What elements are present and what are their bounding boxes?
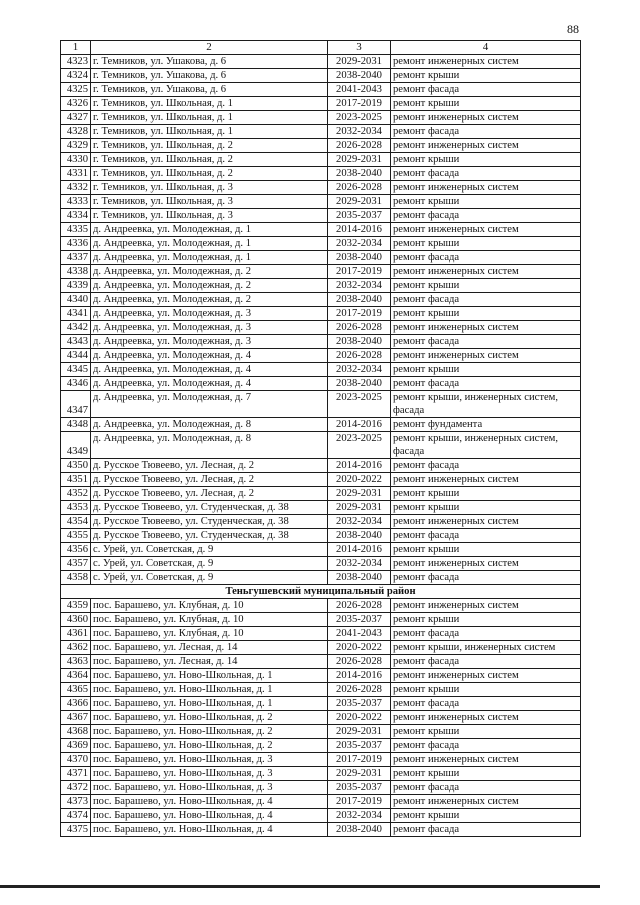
row-address: д. Русское Тювеево, ул. Студенческая, д. 38 xyxy=(91,515,328,529)
table-body xyxy=(61,55,581,837)
row-period: 2035-2037 xyxy=(328,209,391,223)
row-number: 4346 xyxy=(61,377,91,391)
row-work-type: ремонт инженерных систем xyxy=(391,557,581,571)
row-period: 2017-2019 xyxy=(328,753,391,767)
row-work-type: ремонт фасада xyxy=(391,125,581,139)
row-period: 2035-2037 xyxy=(328,739,391,753)
row-number: 4354 xyxy=(61,515,91,529)
repair-schedule-table xyxy=(60,40,581,837)
row-work-type: ремонт крыши xyxy=(391,767,581,781)
row-number: 4357 xyxy=(61,557,91,571)
row-number: 4343 xyxy=(61,335,91,349)
row-address: д. Андреевка, ул. Молодежная, д. 8 xyxy=(91,418,328,432)
table-row xyxy=(61,809,581,823)
row-work-type: ремонт фасада xyxy=(391,377,581,391)
row-address: пос. Барашево, ул. Ново-Школьная, д. 2 xyxy=(91,725,328,739)
row-period: 2029-2031 xyxy=(328,767,391,781)
row-number: 4360 xyxy=(61,613,91,627)
row-period: 2032-2034 xyxy=(328,125,391,139)
row-work-type: ремонт фасада xyxy=(391,823,581,837)
table-row xyxy=(61,753,581,767)
row-address: д. Андреевка, ул. Молодежная, д. 3 xyxy=(91,335,328,349)
row-period: 2020-2022 xyxy=(328,473,391,487)
row-period: 2032-2034 xyxy=(328,557,391,571)
row-work-type: ремонт крыши xyxy=(391,237,581,251)
row-work-type: ремонт инженерных систем xyxy=(391,181,581,195)
table-row xyxy=(61,181,581,195)
row-period: 2038-2040 xyxy=(328,69,391,83)
row-period: 2035-2037 xyxy=(328,781,391,795)
table-row xyxy=(61,767,581,781)
row-address: г. Темников, ул. Ушакова, д. 6 xyxy=(91,55,328,69)
row-work-type: ремонт фасада xyxy=(391,739,581,753)
row-number: 4328 xyxy=(61,125,91,139)
row-number: 4371 xyxy=(61,767,91,781)
row-work-type: ремонт фасада xyxy=(391,167,581,181)
table-row xyxy=(61,69,581,83)
row-number: 4345 xyxy=(61,363,91,377)
row-address: д. Андреевка, ул. Молодежная, д. 1 xyxy=(91,251,328,265)
row-address: д. Андреевка, ул. Молодежная, д. 7 xyxy=(91,391,328,418)
row-period: 2020-2022 xyxy=(328,711,391,725)
row-work-type: ремонт фасада xyxy=(391,655,581,669)
table-row xyxy=(61,237,581,251)
row-work-type: ремонт крыши xyxy=(391,683,581,697)
table-row xyxy=(61,139,581,153)
row-number: 4353 xyxy=(61,501,91,515)
row-work-type: ремонт инженерных систем xyxy=(391,349,581,363)
table-row xyxy=(61,391,581,418)
row-work-type: ремонт фасада xyxy=(391,529,581,543)
row-work-type: ремонт инженерных систем xyxy=(391,599,581,613)
row-work-type: ремонт крыши xyxy=(391,97,581,111)
row-address: г. Темников, ул. Ушакова, д. 6 xyxy=(91,69,328,83)
row-number: 4351 xyxy=(61,473,91,487)
row-number: 4369 xyxy=(61,739,91,753)
row-work-type: ремонт фундамента xyxy=(391,418,581,432)
row-period: 2029-2031 xyxy=(328,487,391,501)
row-address: пос. Барашево, ул. Ново-Школьная, д. 3 xyxy=(91,767,328,781)
row-period: 2029-2031 xyxy=(328,55,391,69)
table-row xyxy=(61,111,581,125)
row-address: д. Андреевка, ул. Молодежная, д. 3 xyxy=(91,307,328,321)
row-number: 4341 xyxy=(61,307,91,321)
row-work-type: ремонт фасада xyxy=(391,571,581,585)
row-period: 2014-2016 xyxy=(328,459,391,473)
table-row xyxy=(61,529,581,543)
table-row xyxy=(61,195,581,209)
row-work-type: ремонт инженерных систем xyxy=(391,223,581,237)
row-number: 4374 xyxy=(61,809,91,823)
row-address: г. Темников, ул. Школьная, д. 1 xyxy=(91,97,328,111)
row-period: 2023-2025 xyxy=(328,432,391,459)
row-period: 2041-2043 xyxy=(328,627,391,641)
row-number: 4340 xyxy=(61,293,91,307)
row-number: 4333 xyxy=(61,195,91,209)
table-row xyxy=(61,459,581,473)
row-work-type: ремонт крыши xyxy=(391,487,581,501)
row-number: 4326 xyxy=(61,97,91,111)
row-period: 2029-2031 xyxy=(328,725,391,739)
row-address: г. Темников, ул. Школьная, д. 2 xyxy=(91,153,328,167)
row-address: д. Андреевка, ул. Молодежная, д. 2 xyxy=(91,279,328,293)
row-period: 2017-2019 xyxy=(328,265,391,279)
row-work-type: ремонт крыши xyxy=(391,543,581,557)
row-address: г. Темников, ул. Школьная, д. 1 xyxy=(91,111,328,125)
row-number: 4338 xyxy=(61,265,91,279)
table-row xyxy=(61,349,581,363)
table-row xyxy=(61,543,581,557)
row-number: 4363 xyxy=(61,655,91,669)
row-number: 4373 xyxy=(61,795,91,809)
row-period: 2017-2019 xyxy=(328,795,391,809)
row-work-type: ремонт фасада xyxy=(391,293,581,307)
row-period: 2026-2028 xyxy=(328,139,391,153)
row-address: пос. Барашево, ул. Клубная, д. 10 xyxy=(91,627,328,641)
row-address: д. Андреевка, ул. Молодежная, д. 8 xyxy=(91,432,328,459)
row-number: 4359 xyxy=(61,599,91,613)
row-number: 4355 xyxy=(61,529,91,543)
row-period: 2029-2031 xyxy=(328,153,391,167)
row-address: д. Андреевка, ул. Молодежная, д. 4 xyxy=(91,349,328,363)
table-row xyxy=(61,599,581,613)
row-work-type: ремонт крыши xyxy=(391,501,581,515)
row-number: 4337 xyxy=(61,251,91,265)
row-address: пос. Барашево, ул. Ново-Школьная, д. 2 xyxy=(91,739,328,753)
row-number: 4375 xyxy=(61,823,91,837)
row-address: пос. Барашево, ул. Ново-Школьная, д. 1 xyxy=(91,669,328,683)
row-work-type: ремонт крыши xyxy=(391,725,581,739)
row-address: д. Русское Тювеево, ул. Студенческая, д. 38 xyxy=(91,501,328,515)
row-work-type: ремонт инженерных систем xyxy=(391,139,581,153)
table-row xyxy=(61,83,581,97)
row-number: 4331 xyxy=(61,167,91,181)
row-number: 4356 xyxy=(61,543,91,557)
row-work-type: ремонт крыши xyxy=(391,613,581,627)
row-address: д. Андреевка, ул. Молодежная, д. 4 xyxy=(91,377,328,391)
row-number: 4362 xyxy=(61,641,91,655)
row-period: 2026-2028 xyxy=(328,321,391,335)
row-number: 4327 xyxy=(61,111,91,125)
row-number: 4367 xyxy=(61,711,91,725)
header-col-4: 4 xyxy=(391,41,581,55)
table-row xyxy=(61,335,581,349)
row-number: 4325 xyxy=(61,83,91,97)
table-row xyxy=(61,823,581,837)
row-address: д. Андреевка, ул. Молодежная, д. 2 xyxy=(91,265,328,279)
row-work-type: ремонт крыши xyxy=(391,195,581,209)
row-work-type: ремонт инженерных систем xyxy=(391,473,581,487)
row-period: 2029-2031 xyxy=(328,195,391,209)
table-row xyxy=(61,377,581,391)
header-col-1: 1 xyxy=(61,41,91,55)
row-number: 4349 xyxy=(61,432,91,459)
row-work-type: ремонт инженерных систем xyxy=(391,753,581,767)
row-period: 2032-2034 xyxy=(328,363,391,377)
row-address: д. Андреевка, ул. Молодежная, д. 1 xyxy=(91,223,328,237)
row-address: пос. Барашево, ул. Ново-Школьная, д. 1 xyxy=(91,683,328,697)
row-address: пос. Барашево, ул. Ново-Школьная, д. 3 xyxy=(91,781,328,795)
row-period: 2026-2028 xyxy=(328,655,391,669)
row-period: 2038-2040 xyxy=(328,293,391,307)
row-number: 4352 xyxy=(61,487,91,501)
row-number: 4323 xyxy=(61,55,91,69)
header-col-3: 3 xyxy=(328,41,391,55)
row-period: 2038-2040 xyxy=(328,167,391,181)
row-address: д. Русское Тювеево, ул. Лесная, д. 2 xyxy=(91,487,328,501)
row-number: 4336 xyxy=(61,237,91,251)
row-work-type: ремонт фасада xyxy=(391,209,581,223)
row-number: 4365 xyxy=(61,683,91,697)
table-row xyxy=(61,725,581,739)
row-address: д. Русское Тювеево, ул. Студенческая, д. 38 xyxy=(91,529,328,543)
row-address: д. Русское Тювеево, ул. Лесная, д. 2 xyxy=(91,459,328,473)
table-row xyxy=(61,655,581,669)
row-period: 2035-2037 xyxy=(328,613,391,627)
row-work-type: ремонт инженерных систем xyxy=(391,711,581,725)
row-number: 4364 xyxy=(61,669,91,683)
table-row xyxy=(61,432,581,459)
row-work-type: ремонт фасада xyxy=(391,83,581,97)
row-period: 2017-2019 xyxy=(328,307,391,321)
row-period: 2020-2022 xyxy=(328,641,391,655)
row-number: 4361 xyxy=(61,627,91,641)
table-row xyxy=(61,251,581,265)
row-number: 4344 xyxy=(61,349,91,363)
header-col-2: 2 xyxy=(91,41,328,55)
section-header-row xyxy=(61,585,581,599)
row-period: 2038-2040 xyxy=(328,529,391,543)
row-number: 4348 xyxy=(61,418,91,432)
row-work-type: ремонт фасада xyxy=(391,251,581,265)
table-row xyxy=(61,683,581,697)
table-row xyxy=(61,557,581,571)
row-work-type: ремонт инженерных систем xyxy=(391,55,581,69)
row-number: 4330 xyxy=(61,153,91,167)
table-row xyxy=(61,279,581,293)
row-period: 2023-2025 xyxy=(328,391,391,418)
row-address: пос. Барашево, ул. Ново-Школьная, д. 1 xyxy=(91,697,328,711)
table-row xyxy=(61,487,581,501)
row-period: 2026-2028 xyxy=(328,349,391,363)
row-address: д. Андреевка, ул. Молодежная, д. 1 xyxy=(91,237,328,251)
row-number: 4366 xyxy=(61,697,91,711)
row-address: г. Темников, ул. Школьная, д. 2 xyxy=(91,139,328,153)
row-period: 2041-2043 xyxy=(328,83,391,97)
row-period: 2023-2025 xyxy=(328,111,391,125)
row-address: с. Урей, ул. Советская, д. 9 xyxy=(91,543,328,557)
row-number: 4358 xyxy=(61,571,91,585)
table-row xyxy=(61,571,581,585)
row-address: д. Андреевка, ул. Молодежная, д. 2 xyxy=(91,293,328,307)
row-work-type: ремонт крыши xyxy=(391,153,581,167)
table-row xyxy=(61,418,581,432)
row-work-type: ремонт крыши xyxy=(391,69,581,83)
table-row xyxy=(61,627,581,641)
header-row xyxy=(61,41,581,55)
table-row xyxy=(61,307,581,321)
table-row xyxy=(61,641,581,655)
row-work-type: ремонт крыши xyxy=(391,809,581,823)
row-number: 4347 xyxy=(61,391,91,418)
row-period: 2029-2031 xyxy=(328,501,391,515)
row-work-type: ремонт крыши, инженерных систем xyxy=(391,641,581,655)
row-work-type: ремонт инженерных систем xyxy=(391,265,581,279)
table-row xyxy=(61,293,581,307)
row-number: 4372 xyxy=(61,781,91,795)
table-row xyxy=(61,223,581,237)
row-period: 2014-2016 xyxy=(328,223,391,237)
row-number: 4332 xyxy=(61,181,91,195)
row-work-type: ремонт фасада xyxy=(391,335,581,349)
row-address: пос. Барашево, ул. Клубная, д. 10 xyxy=(91,613,328,627)
row-work-type: ремонт крыши, инженерных систем, фасада xyxy=(391,432,581,459)
row-address: пос. Барашево, ул. Ново-Школьная, д. 2 xyxy=(91,711,328,725)
row-period: 2032-2034 xyxy=(328,237,391,251)
row-address: г. Темников, ул. Школьная, д. 3 xyxy=(91,181,328,195)
row-work-type: ремонт инженерных систем xyxy=(391,111,581,125)
row-period: 2038-2040 xyxy=(328,335,391,349)
page-number: 88 xyxy=(567,22,579,36)
row-address: д. Андреевка, ул. Молодежная, д. 3 xyxy=(91,321,328,335)
row-address: пос. Барашево, ул. Ново-Школьная, д. 4 xyxy=(91,809,328,823)
table-row xyxy=(61,473,581,487)
row-address: пос. Барашево, ул. Клубная, д. 10 xyxy=(91,599,328,613)
row-work-type: ремонт фасада xyxy=(391,697,581,711)
row-period: 2014-2016 xyxy=(328,669,391,683)
row-period: 2038-2040 xyxy=(328,251,391,265)
table-row xyxy=(61,613,581,627)
row-work-type: ремонт крыши, инженерных систем, фасада xyxy=(391,391,581,418)
row-address: пос. Барашево, ул. Ново-Школьная, д. 4 xyxy=(91,795,328,809)
row-number: 4368 xyxy=(61,725,91,739)
row-address: д. Русское Тювеево, ул. Лесная, д. 2 xyxy=(91,473,328,487)
row-period: 2026-2028 xyxy=(328,599,391,613)
row-address: г. Темников, ул. Ушакова, д. 6 xyxy=(91,83,328,97)
row-address: д. Андреевка, ул. Молодежная, д. 4 xyxy=(91,363,328,377)
table-row xyxy=(61,153,581,167)
row-period: 2026-2028 xyxy=(328,181,391,195)
row-work-type: ремонт крыши xyxy=(391,363,581,377)
row-period: 2014-2016 xyxy=(328,418,391,432)
table-row xyxy=(61,739,581,753)
table-row xyxy=(61,363,581,377)
row-work-type: ремонт инженерных систем xyxy=(391,515,581,529)
row-work-type: ремонт фасада xyxy=(391,781,581,795)
row-address: пос. Барашево, ул. Ново-Школьная, д. 4 xyxy=(91,823,328,837)
row-period: 2038-2040 xyxy=(328,823,391,837)
row-period: 2035-2037 xyxy=(328,697,391,711)
row-period: 2026-2028 xyxy=(328,683,391,697)
row-number: 4329 xyxy=(61,139,91,153)
row-period: 2032-2034 xyxy=(328,809,391,823)
table-header xyxy=(61,41,581,55)
table-row xyxy=(61,515,581,529)
row-period: 2014-2016 xyxy=(328,543,391,557)
table-row xyxy=(61,265,581,279)
row-address: с. Урей, ул. Советская, д. 9 xyxy=(91,571,328,585)
row-number: 4339 xyxy=(61,279,91,293)
bottom-rule xyxy=(0,885,600,888)
row-number: 4342 xyxy=(61,321,91,335)
row-work-type: ремонт крыши xyxy=(391,307,581,321)
row-number: 4370 xyxy=(61,753,91,767)
row-period: 2032-2034 xyxy=(328,279,391,293)
table-row xyxy=(61,321,581,335)
row-address: г. Темников, ул. Школьная, д. 3 xyxy=(91,195,328,209)
row-work-type: ремонт фасада xyxy=(391,627,581,641)
table-row xyxy=(61,795,581,809)
table-row xyxy=(61,781,581,795)
row-work-type: ремонт инженерных систем xyxy=(391,795,581,809)
table-row xyxy=(61,167,581,181)
row-period: 2032-2034 xyxy=(328,515,391,529)
row-work-type: ремонт крыши xyxy=(391,279,581,293)
table-row xyxy=(61,669,581,683)
row-work-type: ремонт фасада xyxy=(391,459,581,473)
table-row xyxy=(61,209,581,223)
table-row xyxy=(61,125,581,139)
section-title: Теньгушевский муниципальный район xyxy=(61,585,581,599)
row-address: пос. Барашево, ул. Лесная, д. 14 xyxy=(91,655,328,669)
row-address: с. Урей, ул. Советская, д. 9 xyxy=(91,557,328,571)
row-address: г. Темников, ул. Школьная, д. 2 xyxy=(91,167,328,181)
row-work-type: ремонт инженерных систем xyxy=(391,669,581,683)
row-number: 4350 xyxy=(61,459,91,473)
row-number: 4324 xyxy=(61,69,91,83)
table-row xyxy=(61,501,581,515)
row-address: пос. Барашево, ул. Ново-Школьная, д. 3 xyxy=(91,753,328,767)
row-work-type: ремонт инженерных систем xyxy=(391,321,581,335)
row-period: 2038-2040 xyxy=(328,377,391,391)
row-number: 4335 xyxy=(61,223,91,237)
table-row xyxy=(61,97,581,111)
row-period: 2017-2019 xyxy=(328,97,391,111)
row-address: пос. Барашево, ул. Лесная, д. 14 xyxy=(91,641,328,655)
table-row xyxy=(61,711,581,725)
table-row xyxy=(61,55,581,69)
row-number: 4334 xyxy=(61,209,91,223)
table-row xyxy=(61,697,581,711)
row-address: г. Темников, ул. Школьная, д. 3 xyxy=(91,209,328,223)
row-address: г. Темников, ул. Школьная, д. 1 xyxy=(91,125,328,139)
row-period: 2038-2040 xyxy=(328,571,391,585)
